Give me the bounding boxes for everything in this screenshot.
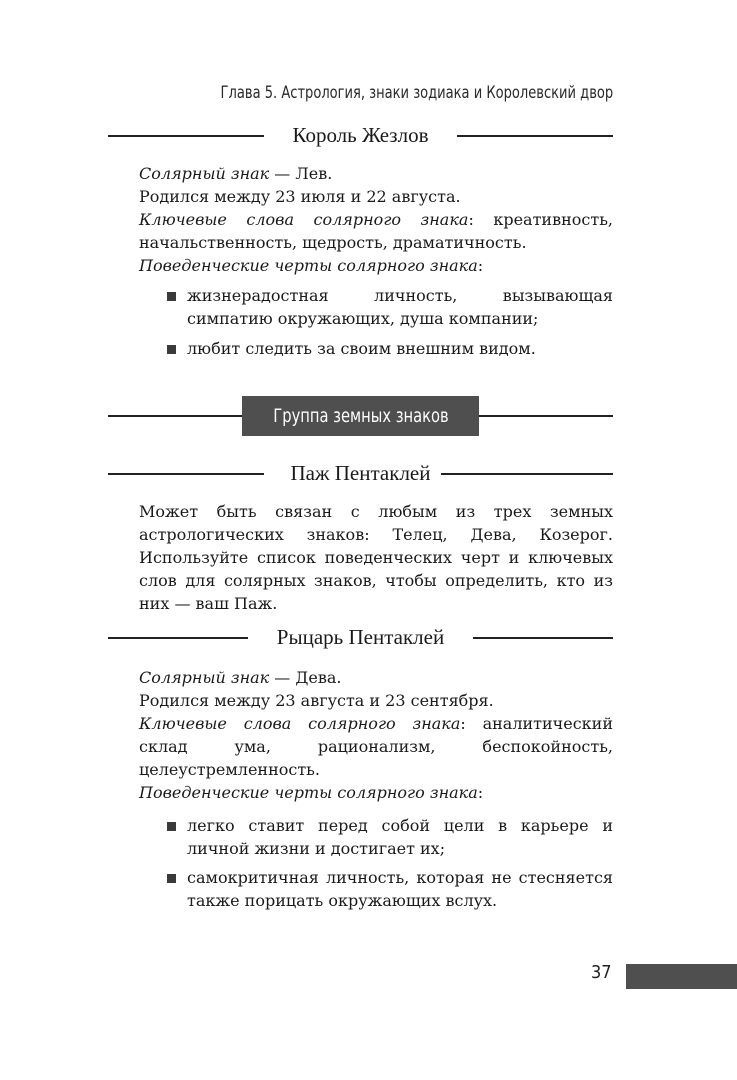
bullet-square-icon: [167, 874, 176, 883]
sign-label: Солярный знак: [139, 164, 270, 183]
list-item: легко ставит перед собой цели в карьере и личной жизни и достигает их;: [108, 814, 613, 860]
bullet-square-icon: [167, 345, 176, 354]
list-item: любит следить за своим внешним видом.: [108, 337, 613, 360]
traits-line: [108, 781, 613, 804]
knight-of-pentacles-body: [108, 666, 613, 912]
section-title: Паж Пентаклей: [290, 461, 431, 485]
king-of-wands-body: [108, 162, 613, 360]
bullet-square-icon: [167, 822, 176, 831]
keywords-value: : аналитический склад ума, рационализм, беспокойность, целеустремленность.: [139, 714, 613, 779]
traits-list: [108, 284, 613, 360]
list-item: жизнерадостная личность, вызывающая симпатию окружающих, душа компании;: [108, 284, 613, 330]
group-rule-right: [479, 415, 613, 417]
traits-label: Поведенческие черты солярного знака: [139, 783, 478, 802]
section-title: Король Жезлов: [292, 123, 429, 147]
group-title: Группа земных знаков: [272, 405, 449, 427]
group-rule-left: [108, 415, 242, 417]
traits-list: [108, 814, 613, 912]
keywords-line: [108, 712, 613, 781]
traits-line: [108, 254, 613, 277]
running-head: Глава 5. Астрология, знаки зодиака и Королевский двор: [220, 83, 613, 102]
paragraph: Может быть связан с любым из трех земных астрологических знаков: Телец, Дева, Козерог. Используйте список поведенческих черт и ключевых слов для солярных знаков, чтобы определить, кто из них — ваш Паж.: [139, 502, 613, 613]
heading-rule-right: [473, 637, 613, 639]
keywords-label: Ключевые слова солярного знака: [139, 714, 461, 733]
traits-colon: :: [477, 783, 484, 802]
born-line: Родился между 23 августа и 23 сентября.: [139, 691, 494, 710]
heading-rule-right: [457, 135, 613, 137]
born-line: Родился между 23 июля и 22 августа.: [139, 187, 461, 206]
section-heading-page-of-pentacles: [108, 458, 613, 488]
heading-rule-right: [441, 473, 613, 475]
page-number: 37: [591, 962, 612, 983]
traits-colon: :: [477, 256, 484, 275]
sign-value: — Дева.: [269, 668, 342, 687]
group-title-box: [242, 396, 479, 436]
section-title: Рыцарь Пентаклей: [276, 625, 445, 649]
traits-label: Поведенческие черты солярного знака: [139, 256, 478, 275]
section-heading-king-of-wands: [108, 120, 613, 150]
list-item: самокритичная личность, которая не стесняется также порицать окружающих вслух.: [108, 866, 613, 912]
page-number-bar: [626, 964, 737, 989]
bullet-square-icon: [167, 292, 176, 301]
page-of-pentacles-body: [108, 500, 613, 615]
group-heading: [108, 396, 613, 436]
keywords-label: Ключевые слова солярного знака: [139, 210, 469, 229]
sign-line: [108, 666, 613, 689]
keywords-line: [108, 208, 613, 254]
sign-line: [108, 162, 613, 185]
sign-value: — Лев.: [269, 164, 333, 183]
keywords-value: : креативность, начальственность, щедрость, драматичность.: [139, 210, 614, 252]
sign-label: Солярный знак: [139, 668, 270, 687]
section-heading-knight-of-pentacles: [108, 622, 613, 652]
